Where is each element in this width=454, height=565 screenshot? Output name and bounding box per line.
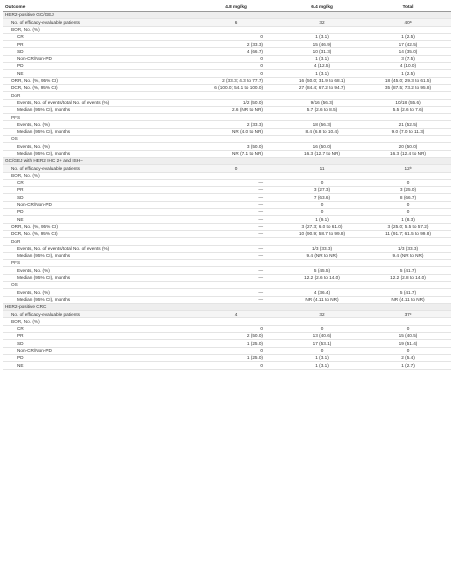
table-row	[3, 48, 451, 55]
cell-dose-6-4	[279, 12, 365, 19]
cell-dose-6-4: NR (4.11 to NR)	[279, 296, 365, 303]
table-row	[3, 143, 451, 150]
cell-dose-4-8: —	[193, 230, 279, 237]
row-label: ORR, No. (%, 95% CI)	[3, 77, 193, 84]
table-row	[3, 325, 451, 332]
row-label: ORR, No. (%, 95% CI)	[3, 223, 193, 230]
cell-total: 35 (87.5; 73.2 to 95.8)	[365, 84, 451, 91]
cell-dose-6-4: 3 (27.3; 6.0 to 61.0)	[279, 223, 365, 230]
table-row	[3, 311, 451, 318]
cell-dose-6-4: 32	[279, 19, 365, 26]
row-label: PFS	[3, 114, 193, 121]
section-row	[3, 303, 451, 310]
table-row	[3, 223, 451, 230]
cell-dose-4-8: 0	[193, 362, 279, 369]
cell-dose-6-4: 17 (53.1)	[279, 340, 365, 347]
cell-total: 8 (66.7)	[365, 194, 451, 201]
row-label: Non-CR/Non-PD	[3, 55, 193, 62]
cell-total: 0	[365, 179, 451, 186]
cell-dose-6-4: 1 (3.1)	[279, 354, 365, 361]
cell-total: 14 (35.0)	[365, 48, 451, 55]
section-row	[3, 157, 451, 164]
cell-dose-4-8: 1/2 (50.0)	[193, 99, 279, 106]
table-row	[3, 55, 451, 62]
row-label: BOR, No. (%)	[3, 318, 193, 325]
row-label: Non-CR/Non-PD	[3, 201, 193, 208]
row-label: Non-CR/Non-PD	[3, 347, 193, 354]
cell-dose-4-8: 2 (33.3)	[193, 121, 279, 128]
row-label: No. of efficacy-evaluable patients	[3, 311, 193, 318]
cell-dose-4-8	[193, 238, 279, 245]
cell-dose-6-4: 1 (3.1)	[279, 33, 365, 40]
row-label: OS	[3, 136, 193, 143]
row-label: Median (95% CI), months	[3, 106, 193, 113]
cell-dose-4-8	[193, 92, 279, 99]
cell-total	[365, 318, 451, 325]
cell-total: 9.0 (7.0 to 11.3)	[365, 128, 451, 135]
cell-dose-6-4	[279, 92, 365, 99]
table-header-row	[3, 3, 451, 12]
row-label: DCR, No. (%, 95% CI)	[3, 230, 193, 237]
cell-total: 21 (52.5)	[365, 121, 451, 128]
table-row	[3, 194, 451, 201]
section-label: GC/GEJ with HER2 IHC 2+ and ISH−	[3, 157, 193, 164]
cell-dose-4-8: 1 (25.0)	[193, 340, 279, 347]
cell-dose-6-4	[279, 26, 365, 33]
cell-dose-4-8: —	[193, 194, 279, 201]
header-total: Total	[365, 3, 451, 12]
cell-total	[365, 172, 451, 179]
cell-dose-6-4: 3 (27.3)	[279, 187, 365, 194]
row-label: OS	[3, 281, 193, 288]
cell-dose-4-8: —	[193, 289, 279, 296]
row-label: PD	[3, 63, 193, 70]
cell-dose-6-4: 1 (9.1)	[279, 216, 365, 223]
cell-dose-6-4	[279, 114, 365, 121]
cell-total	[365, 238, 451, 245]
cell-dose-4-8	[193, 136, 279, 143]
cell-total: 20 (50.0)	[365, 143, 451, 150]
table-row	[3, 187, 451, 194]
row-label: CR	[3, 33, 193, 40]
section-label: HER2-positive CRC	[3, 303, 193, 310]
cell-dose-4-8: —	[193, 209, 279, 216]
cell-dose-4-8	[193, 303, 279, 310]
cell-dose-4-8	[193, 318, 279, 325]
cell-dose-4-8: —	[193, 216, 279, 223]
row-label: Events, No. of events/total No. of events (%)	[3, 99, 193, 106]
cell-dose-4-8: 0	[193, 33, 279, 40]
cell-dose-6-4	[279, 303, 365, 310]
table-row	[3, 362, 451, 369]
table-row	[3, 150, 451, 157]
row-label: Median (95% CI), months	[3, 252, 193, 259]
row-label: Events, No. (%)	[3, 289, 193, 296]
cell-dose-4-8: 0	[193, 55, 279, 62]
cell-total	[365, 303, 451, 310]
cell-dose-6-4	[279, 157, 365, 164]
cell-dose-4-8: —	[193, 267, 279, 274]
cell-total	[365, 157, 451, 164]
table-row	[3, 128, 451, 135]
cell-total: 1/3 (33.3)	[365, 245, 451, 252]
table-row	[3, 92, 451, 99]
cell-dose-4-8	[193, 281, 279, 288]
row-label: PR	[3, 187, 193, 194]
cell-dose-4-8: —	[193, 201, 279, 208]
cell-total: 12.2 (2.8 to 14.0)	[365, 274, 451, 281]
cell-dose-4-8: —	[193, 252, 279, 259]
cell-dose-6-4: 15 (46.9)	[279, 41, 365, 48]
cell-dose-6-4: 16.3 (12.7 to NR)	[279, 150, 365, 157]
table-row	[3, 289, 451, 296]
table-row	[3, 84, 451, 91]
cell-total	[365, 136, 451, 143]
row-label: SD	[3, 194, 193, 201]
cell-dose-6-4: 10 (90.9; 58.7 to 99.8)	[279, 230, 365, 237]
cell-dose-4-8: 2.6 (NR to NR)	[193, 106, 279, 113]
table-row	[3, 230, 451, 237]
cell-total	[365, 114, 451, 121]
table-row	[3, 70, 451, 77]
cell-dose-4-8	[193, 172, 279, 179]
cell-total: 5.5 (2.6 to 7.6)	[365, 106, 451, 113]
table-row	[3, 260, 451, 267]
row-label: DCR, No. (%, 95% CI)	[3, 84, 193, 91]
row-label: SD	[3, 340, 193, 347]
cell-dose-6-4	[279, 318, 365, 325]
cell-dose-6-4: 32	[279, 311, 365, 318]
cell-dose-6-4: 1/3 (33.3)	[279, 245, 365, 252]
cell-total	[365, 281, 451, 288]
cell-total: 1 (2.5)	[365, 70, 451, 77]
cell-dose-4-8: 1 (25.0)	[193, 354, 279, 361]
cell-dose-6-4: 18 (56.3)	[279, 121, 365, 128]
cell-dose-6-4: 0	[279, 325, 365, 332]
row-label: SD	[3, 48, 193, 55]
cell-dose-4-8: 0	[193, 70, 279, 77]
cell-dose-6-4: 8.4 (6.8 to 10.4)	[279, 128, 365, 135]
table-row	[3, 238, 451, 245]
row-label: No. of efficacy-evaluable patients	[3, 165, 193, 172]
cell-total: 1 (2.7)	[365, 362, 451, 369]
row-label: Median (95% CI), months	[3, 128, 193, 135]
cell-total: 3 (25.0; 5.5 to 57.2)	[365, 223, 451, 230]
cell-dose-6-4: 0	[279, 179, 365, 186]
row-label: PR	[3, 333, 193, 340]
cell-dose-4-8	[193, 12, 279, 19]
cell-dose-6-4: 5 (45.5)	[279, 267, 365, 274]
row-label: PD	[3, 209, 193, 216]
cell-total	[365, 12, 451, 19]
cell-dose-4-8	[193, 157, 279, 164]
table-row	[3, 77, 451, 84]
cell-dose-4-8	[193, 260, 279, 267]
cell-dose-4-8: —	[193, 274, 279, 281]
cell-dose-4-8: 2 (33.3; 4.3 to 77.7)	[193, 77, 279, 84]
cell-dose-6-4: 0	[279, 347, 365, 354]
cell-total: 40ᵃ	[365, 19, 451, 26]
cell-dose-4-8: 4	[193, 311, 279, 318]
cell-dose-4-8: 0	[193, 325, 279, 332]
cell-total: 4 (10.0)	[365, 63, 451, 70]
row-label: PFS	[3, 260, 193, 267]
cell-dose-6-4: 1 (3.1)	[279, 362, 365, 369]
cell-total: 18 (45.0; 29.3 to 61.5)	[365, 77, 451, 84]
cell-total: 37ᶜ	[365, 311, 451, 318]
cell-dose-6-4: 10 (31.3)	[279, 48, 365, 55]
table-row	[3, 179, 451, 186]
cell-dose-6-4: 4 (36.4)	[279, 289, 365, 296]
cell-total: 9.4 (NR to NR)	[365, 252, 451, 259]
cell-dose-4-8: 6 (100.0; 54.1 to 100.0)	[193, 84, 279, 91]
cell-total: 10/18 (55.6)	[365, 99, 451, 106]
table-row	[3, 136, 451, 143]
row-label: Median (95% CI), months	[3, 274, 193, 281]
table-row	[3, 333, 451, 340]
cell-dose-4-8: 6	[193, 19, 279, 26]
section-row	[3, 12, 451, 19]
row-label: No. of efficacy-evaluable patients	[3, 19, 193, 26]
row-label: Events, No. (%)	[3, 267, 193, 274]
table-row	[3, 26, 451, 33]
cell-total: NR (4.11 to NR)	[365, 296, 451, 303]
cell-dose-4-8: —	[193, 245, 279, 252]
cell-dose-6-4	[279, 281, 365, 288]
table-row	[3, 296, 451, 303]
cell-dose-4-8: —	[193, 296, 279, 303]
table-body	[3, 12, 451, 370]
row-label: DoR	[3, 238, 193, 245]
cell-total: 1 (8.3)	[365, 216, 451, 223]
cell-dose-4-8: —	[193, 179, 279, 186]
cell-total	[365, 26, 451, 33]
row-label: BOR, No. (%)	[3, 172, 193, 179]
table-row	[3, 347, 451, 354]
cell-dose-6-4: 0	[279, 201, 365, 208]
row-label: NE	[3, 216, 193, 223]
cell-dose-6-4: 11	[279, 165, 365, 172]
table-row	[3, 41, 451, 48]
cell-dose-6-4	[279, 238, 365, 245]
table-row	[3, 318, 451, 325]
cell-dose-4-8: 0	[193, 347, 279, 354]
cell-dose-6-4: 16 (50.0; 31.9 to 68.1)	[279, 77, 365, 84]
cell-dose-6-4	[279, 136, 365, 143]
row-label: DoR	[3, 92, 193, 99]
row-label: Events, No. of events/total No. of events (%)	[3, 245, 193, 252]
cell-total	[365, 260, 451, 267]
table-row	[3, 165, 451, 172]
table-row	[3, 216, 451, 223]
cell-dose-6-4: 9/16 (56.3)	[279, 99, 365, 106]
cell-total: 19 (51.4)	[365, 340, 451, 347]
row-label: Events, No. (%)	[3, 143, 193, 150]
cell-total: 0	[365, 347, 451, 354]
cell-total: 0	[365, 201, 451, 208]
cell-total: 2 (5.4)	[365, 354, 451, 361]
cell-dose-4-8: 4 (66.7)	[193, 48, 279, 55]
table-row	[3, 252, 451, 259]
cell-dose-6-4	[279, 172, 365, 179]
cell-total: 3 (25.0)	[365, 187, 451, 194]
table-row	[3, 209, 451, 216]
cell-dose-4-8: NR (4.0 to NR)	[193, 128, 279, 135]
cell-dose-4-8	[193, 114, 279, 121]
table-row	[3, 19, 451, 26]
row-label: Events, No. (%)	[3, 121, 193, 128]
cell-dose-6-4: 0	[279, 209, 365, 216]
cell-dose-4-8: 3 (50.0)	[193, 143, 279, 150]
cell-dose-6-4: 9.4 (NR to NR)	[279, 252, 365, 259]
table-row	[3, 106, 451, 113]
cell-dose-6-4: 7 (63.6)	[279, 194, 365, 201]
cell-dose-6-4: 4 (12.5)	[279, 63, 365, 70]
table-row	[3, 121, 451, 128]
cell-total: 11 (91.7; 61.5 to 99.8)	[365, 230, 451, 237]
table-row	[3, 201, 451, 208]
cell-dose-4-8	[193, 26, 279, 33]
cell-dose-4-8: 0	[193, 63, 279, 70]
table-row	[3, 267, 451, 274]
cell-total: 0	[365, 209, 451, 216]
efficacy-outcomes-table	[3, 3, 451, 370]
row-label: NE	[3, 70, 193, 77]
table-row	[3, 245, 451, 252]
cell-total: 3 (7.5)	[365, 55, 451, 62]
cell-dose-4-8: NR (7.1 to NR)	[193, 150, 279, 157]
table-row	[3, 274, 451, 281]
row-label: CR	[3, 179, 193, 186]
cell-total: 15 (40.5)	[365, 333, 451, 340]
cell-dose-6-4: 12.2 (2.6 to 14.0)	[279, 274, 365, 281]
cell-dose-4-8: 0	[193, 165, 279, 172]
row-label: Median (95% CI), months	[3, 296, 193, 303]
cell-dose-6-4: 1 (3.1)	[279, 70, 365, 77]
table-header	[3, 3, 451, 12]
cell-dose-4-8: 2 (50.0)	[193, 333, 279, 340]
cell-dose-6-4: 1 (3.1)	[279, 55, 365, 62]
cell-total: 5 (41.7)	[365, 289, 451, 296]
table-row	[3, 172, 451, 179]
cell-total: 17 (42.5)	[365, 41, 451, 48]
cell-dose-6-4: 16 (50.0)	[279, 143, 365, 150]
header-dose-4-8: 4.8 mg/kg	[193, 3, 279, 12]
cell-total: 5 (41.7)	[365, 267, 451, 274]
cell-total: 1 (2.5)	[365, 33, 451, 40]
cell-dose-6-4: 27 (84.4; 67.2 to 94.7)	[279, 84, 365, 91]
table-row	[3, 340, 451, 347]
table-row	[3, 33, 451, 40]
table-row	[3, 281, 451, 288]
row-label: NE	[3, 362, 193, 369]
header-outcome: Outcome	[3, 3, 193, 12]
section-label: HER2-positive GC/GEJ	[3, 12, 193, 19]
cell-total: 12ᵇ	[365, 165, 451, 172]
row-label: CR	[3, 325, 193, 332]
row-label: PR	[3, 41, 193, 48]
row-label: Median (95% CI), months	[3, 150, 193, 157]
table-row	[3, 99, 451, 106]
table-row	[3, 114, 451, 121]
row-label: BOR, No. (%)	[3, 26, 193, 33]
cell-total: 16.3 (12.4 to NR)	[365, 150, 451, 157]
cell-total: 0	[365, 325, 451, 332]
cell-dose-4-8: —	[193, 187, 279, 194]
row-label: PD	[3, 354, 193, 361]
table-row	[3, 63, 451, 70]
header-dose-6-4: 6.4 mg/kg	[279, 3, 365, 12]
cell-dose-4-8: —	[193, 223, 279, 230]
cell-dose-6-4	[279, 260, 365, 267]
table-row	[3, 354, 451, 361]
cell-total	[365, 92, 451, 99]
cell-dose-6-4: 5.7 (2.6 to 8.5)	[279, 106, 365, 113]
cell-dose-6-4: 13 (40.6)	[279, 333, 365, 340]
cell-dose-4-8: 2 (33.3)	[193, 41, 279, 48]
